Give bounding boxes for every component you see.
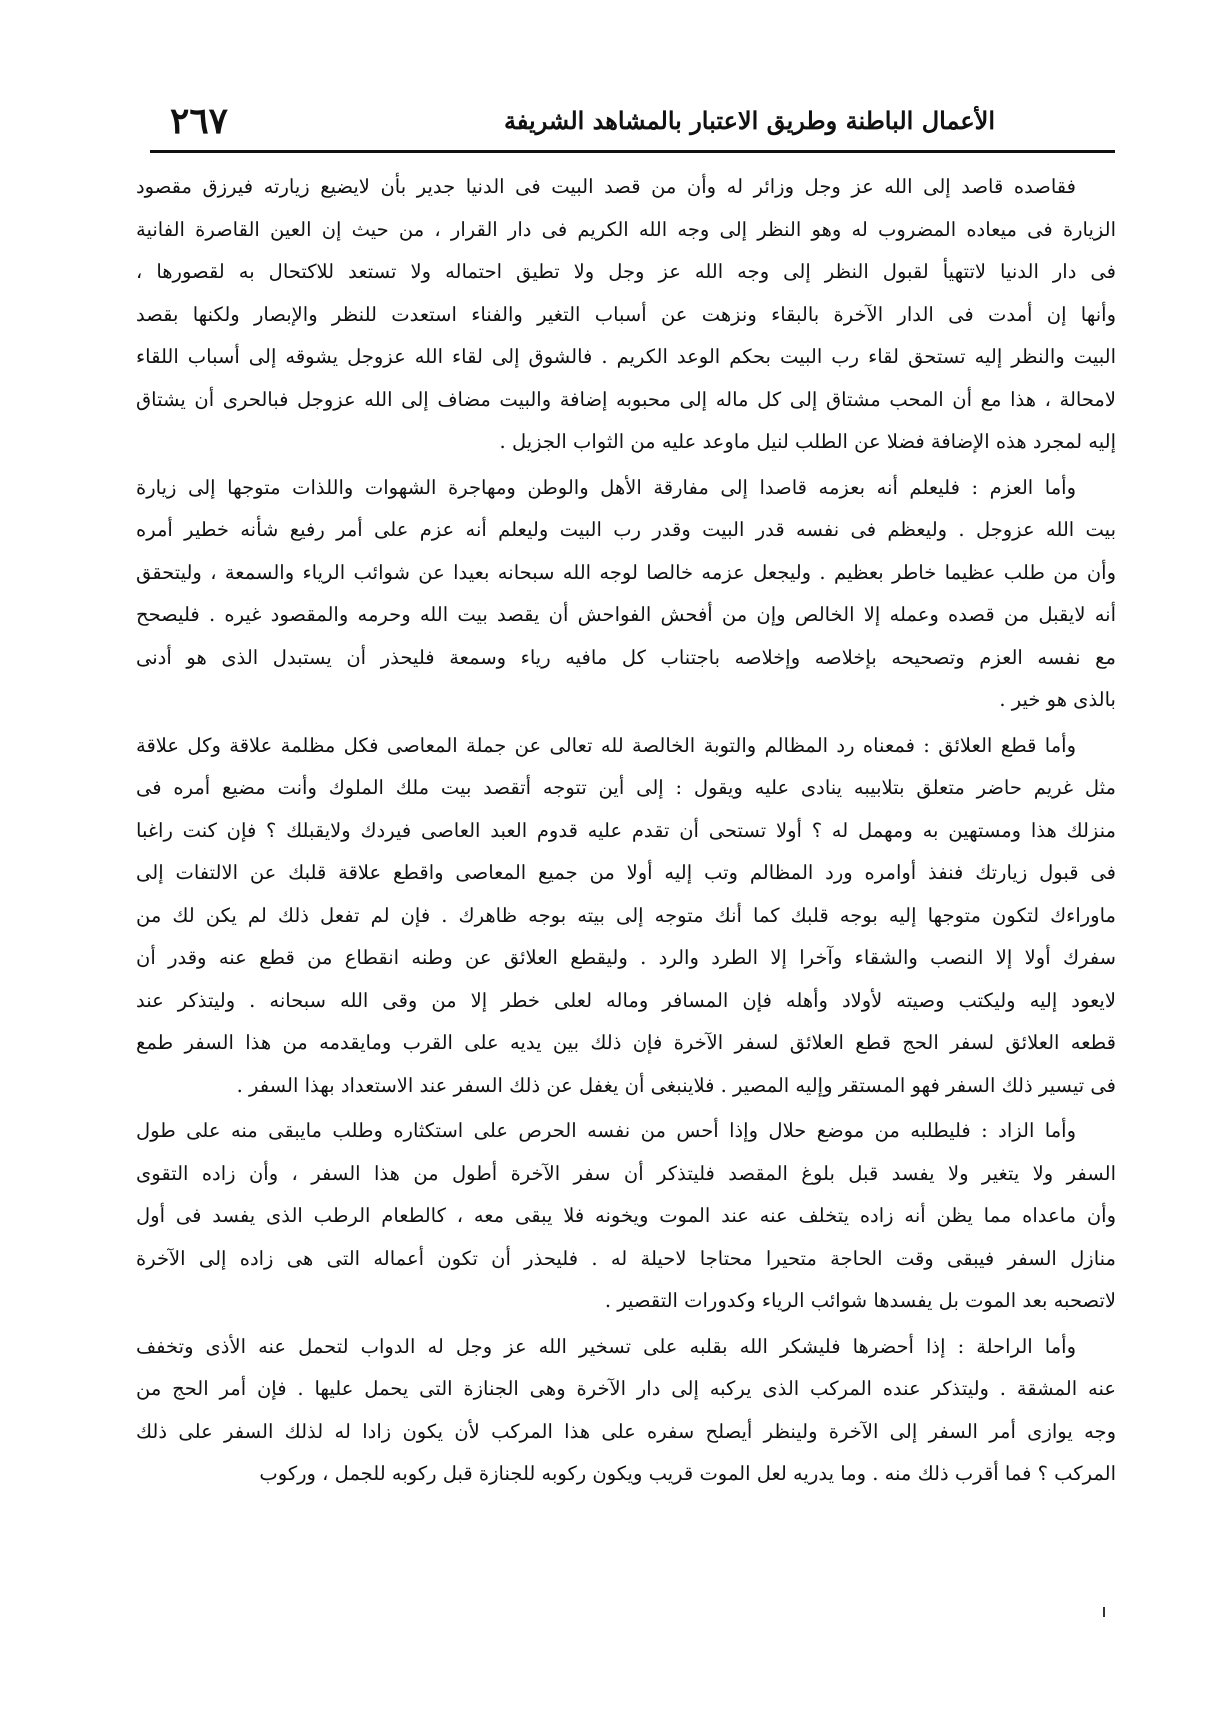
text-line: البيت والنظر إليه تستحق لقاء رب البيت بحكم الوعد الكريم . فالشوق إلى لقاء الله عزوجل يشوقه إلى أسباب اللقاء (136, 345, 1116, 368)
text-line: لامحالة ، هذا مع أن المحب مشتاق إلى كل ماله إلى محبوبه إضافة والبيت مضاف إلى الله عزوجل فبالحرى أن يشتاق (136, 387, 1116, 411)
text-line: سفرك أولا إلا النصب والشقاء وآخرا إلا الطرد والرد . وليقطع العلائق عن وطنه انقطاع من قطع عنه وقدر أن (136, 946, 1116, 969)
text-line: وأن ماعداه مما يظن أنه زاده يتخلف عنه عند الموت ويخونه فلا يبقى معه ، كالطعام الرطب الذى يفسد فى أول (136, 1204, 1116, 1227)
scan-mark (1103, 1607, 1105, 1617)
text-line: وجه يوازى أمر السفر إلى الآخرة ولينظر أيصلح سفره على هذا المركب لأن يكون زادا له لذلك السفر على ذلك (136, 1419, 1116, 1443)
text-line: إليه لمجرد هذه الإضافة فضلا عن الطلب لنيل ماوعد عليه من الثواب الجزيل . (499, 430, 1116, 453)
text-line: وأنها إن أمدت فى الدار الآخرة بالبقاء ونزهت عن أسباب التغير والفناء استعدت للنظر والإبصار ولكنها بقصد (136, 302, 1116, 326)
text-line: منازل السفر فيبقى وقت الحاجة متحيرا محتاجا لاحيلة له . فليحذر أن تكون أعماله التى هى زاده إلى الآخرة (136, 1246, 1116, 1270)
paragraph (136, 166, 1116, 464)
text-line: عنه المشقة . وليتذكر عنده المركب الذى يركبه إلى دار الآخرة وهى الجنازة التى يحمل عليها . فإن أمر الحج من (136, 1377, 1116, 1400)
text-line: السفر ولا يتغير ولا يفسد قبل بلوغ المقصد فليتذكر أن سفر الآخرة أطول من هذا السفر ، وأن زاده التقوى (136, 1161, 1116, 1185)
paragraph (136, 1110, 1116, 1323)
paragraph (136, 467, 1116, 722)
text-line: لاتصحبه بعد الموت بل يفسدها شوائب الرياء وكدورات التقصير . (604, 1289, 1116, 1312)
text-line: أنه لايقبل من قصده وعمله إلا الخالص وإن من أفحش الفواحش أن يقصد بيت الله وحرمه والمقصود غيره . فليصحح (136, 603, 1116, 626)
text-line: وأما قطع العلائق : فمعناه رد المظالم والتوبة الخالصة لله تعالى عن جملة المعاصى فكل مظلمة علاقة وكل علاقة (136, 733, 1076, 757)
text-line: وأما العزم : فليعلم أنه بعزمه قاصدا إلى مفارقة الأهل والوطن ومهاجرة الشهوات واللذات متوجها إلى زيارة (136, 475, 1076, 499)
text-line: الزيارة فى ميعاده المضروب له وهو النظر إلى وجه الله الكريم فى دار القرار ، من حيث إن العين القاصرة الفانية (136, 217, 1116, 241)
header-rule (150, 150, 1115, 153)
text-line: فقاصده قاصد إلى الله عز وجل وزائر له وأن من قصد البيت فى الدنيا جدير بأن لايضيع زيارته فيرزق مقصود (136, 175, 1076, 198)
text-line: مثل غريم حاضر متعلق بتلابيبه ينادى عليه ويقول : إلى أين تتوجه أتقصد بيت ملك الملوك وأنت مضيع أمره فى (136, 776, 1116, 799)
text-line: منزلك هذا ومستهين به ومهمل له ؟ أولا تستحى أن تقدم عليه قدوم العبد العاصى فيردك ولايقبلك ؟ فإن كنت راغبا (136, 818, 1116, 842)
text-line: فى قبول زيارتك فنفذ أوامره ورد المظالم وتب إليه أولا من جميع المعاصى واقطع علاقة قلبك عن الالتفات إلى (136, 861, 1116, 884)
text-line: المركب ؟ فما أقرب ذلك منه . وما يدريه لعل الموت قريب ويكون ركوبه للجنازة قبل ركوبه للجمل ، وركوب (259, 1462, 1116, 1485)
running-title: الأعمال الباطنة وطريق الاعتبار بالمشاهد الشريفة (504, 106, 995, 135)
paragraph (136, 1326, 1116, 1496)
page-body (136, 166, 1116, 1499)
text-line: وأما الزاد : فليطلبه من موضع حلال وإذا أحس من نفسه الحرص على استكثاره وطلب مايبقى منه على طول (136, 1119, 1076, 1142)
text-line: فى تيسير ذلك السفر فهو المستقر وإليه المصير . فلاينبغى أن يغفل عن ذلك السفر عند الاستعداد بهذا السفر . (236, 1073, 1116, 1097)
text-line: وأن من طلب عظيما خاطر بعظيم . وليجعل عزمه خالصا لوجه الله سبحانه بعيدا عن شوائب الرياء والسمعة ، وليتحقق (136, 560, 1116, 584)
text-line: فى دار الدنيا لاتتهيأ لقبول النظر إلى وجه الله عز وجل ولا تطيق احتماله ولا تستعد للاكتحال به لقصورها ، (136, 260, 1116, 283)
page-header (150, 100, 1115, 150)
text-line: مع نفسه العزم وتصحيحه بإخلاصه وإخلاصه باجتناب كل مافيه رياء وسمعة فليحذر أن يستبدل الذى هو أدنى (136, 645, 1116, 669)
paragraph (136, 725, 1116, 1108)
text-line: ماوراءك لتكون متوجها إليه بوجه قلبك كما أنك متوجه إلى بيته بوجه ظاهرك . فإن لم تفعل ذلك لم يكن لك من (136, 903, 1116, 927)
page-number: ٢٦٧ (170, 100, 229, 142)
text-line: وأما الراحلة : إذا أحضرها فليشكر الله بقلبه على تسخير الله عز وجل له الدواب لتحمل عنه الأذى وتخفف (136, 1334, 1076, 1358)
text-line: بيت الله عزوجل . وليعظم فى نفسه قدر البيت وقدر رب البيت وليعلم أنه عزم على أمر رفيع شأنه خطير أمره (136, 518, 1116, 541)
text-line: بالذى هو خير . (999, 688, 1116, 711)
text-line: قطعه العلائق لسفر الحج قطع العلائق لسفر الآخرة فإن ذلك بين يديه على القرب ومايقدمه من هذا السفر طمع (136, 1031, 1116, 1054)
text-line: لايعود إليه وليكتب وصيته لأولاد وأهله فإن المسافر وماله لعلى خطر إلا من وقى الله سبحانه . وليتذكر عند (136, 988, 1116, 1012)
